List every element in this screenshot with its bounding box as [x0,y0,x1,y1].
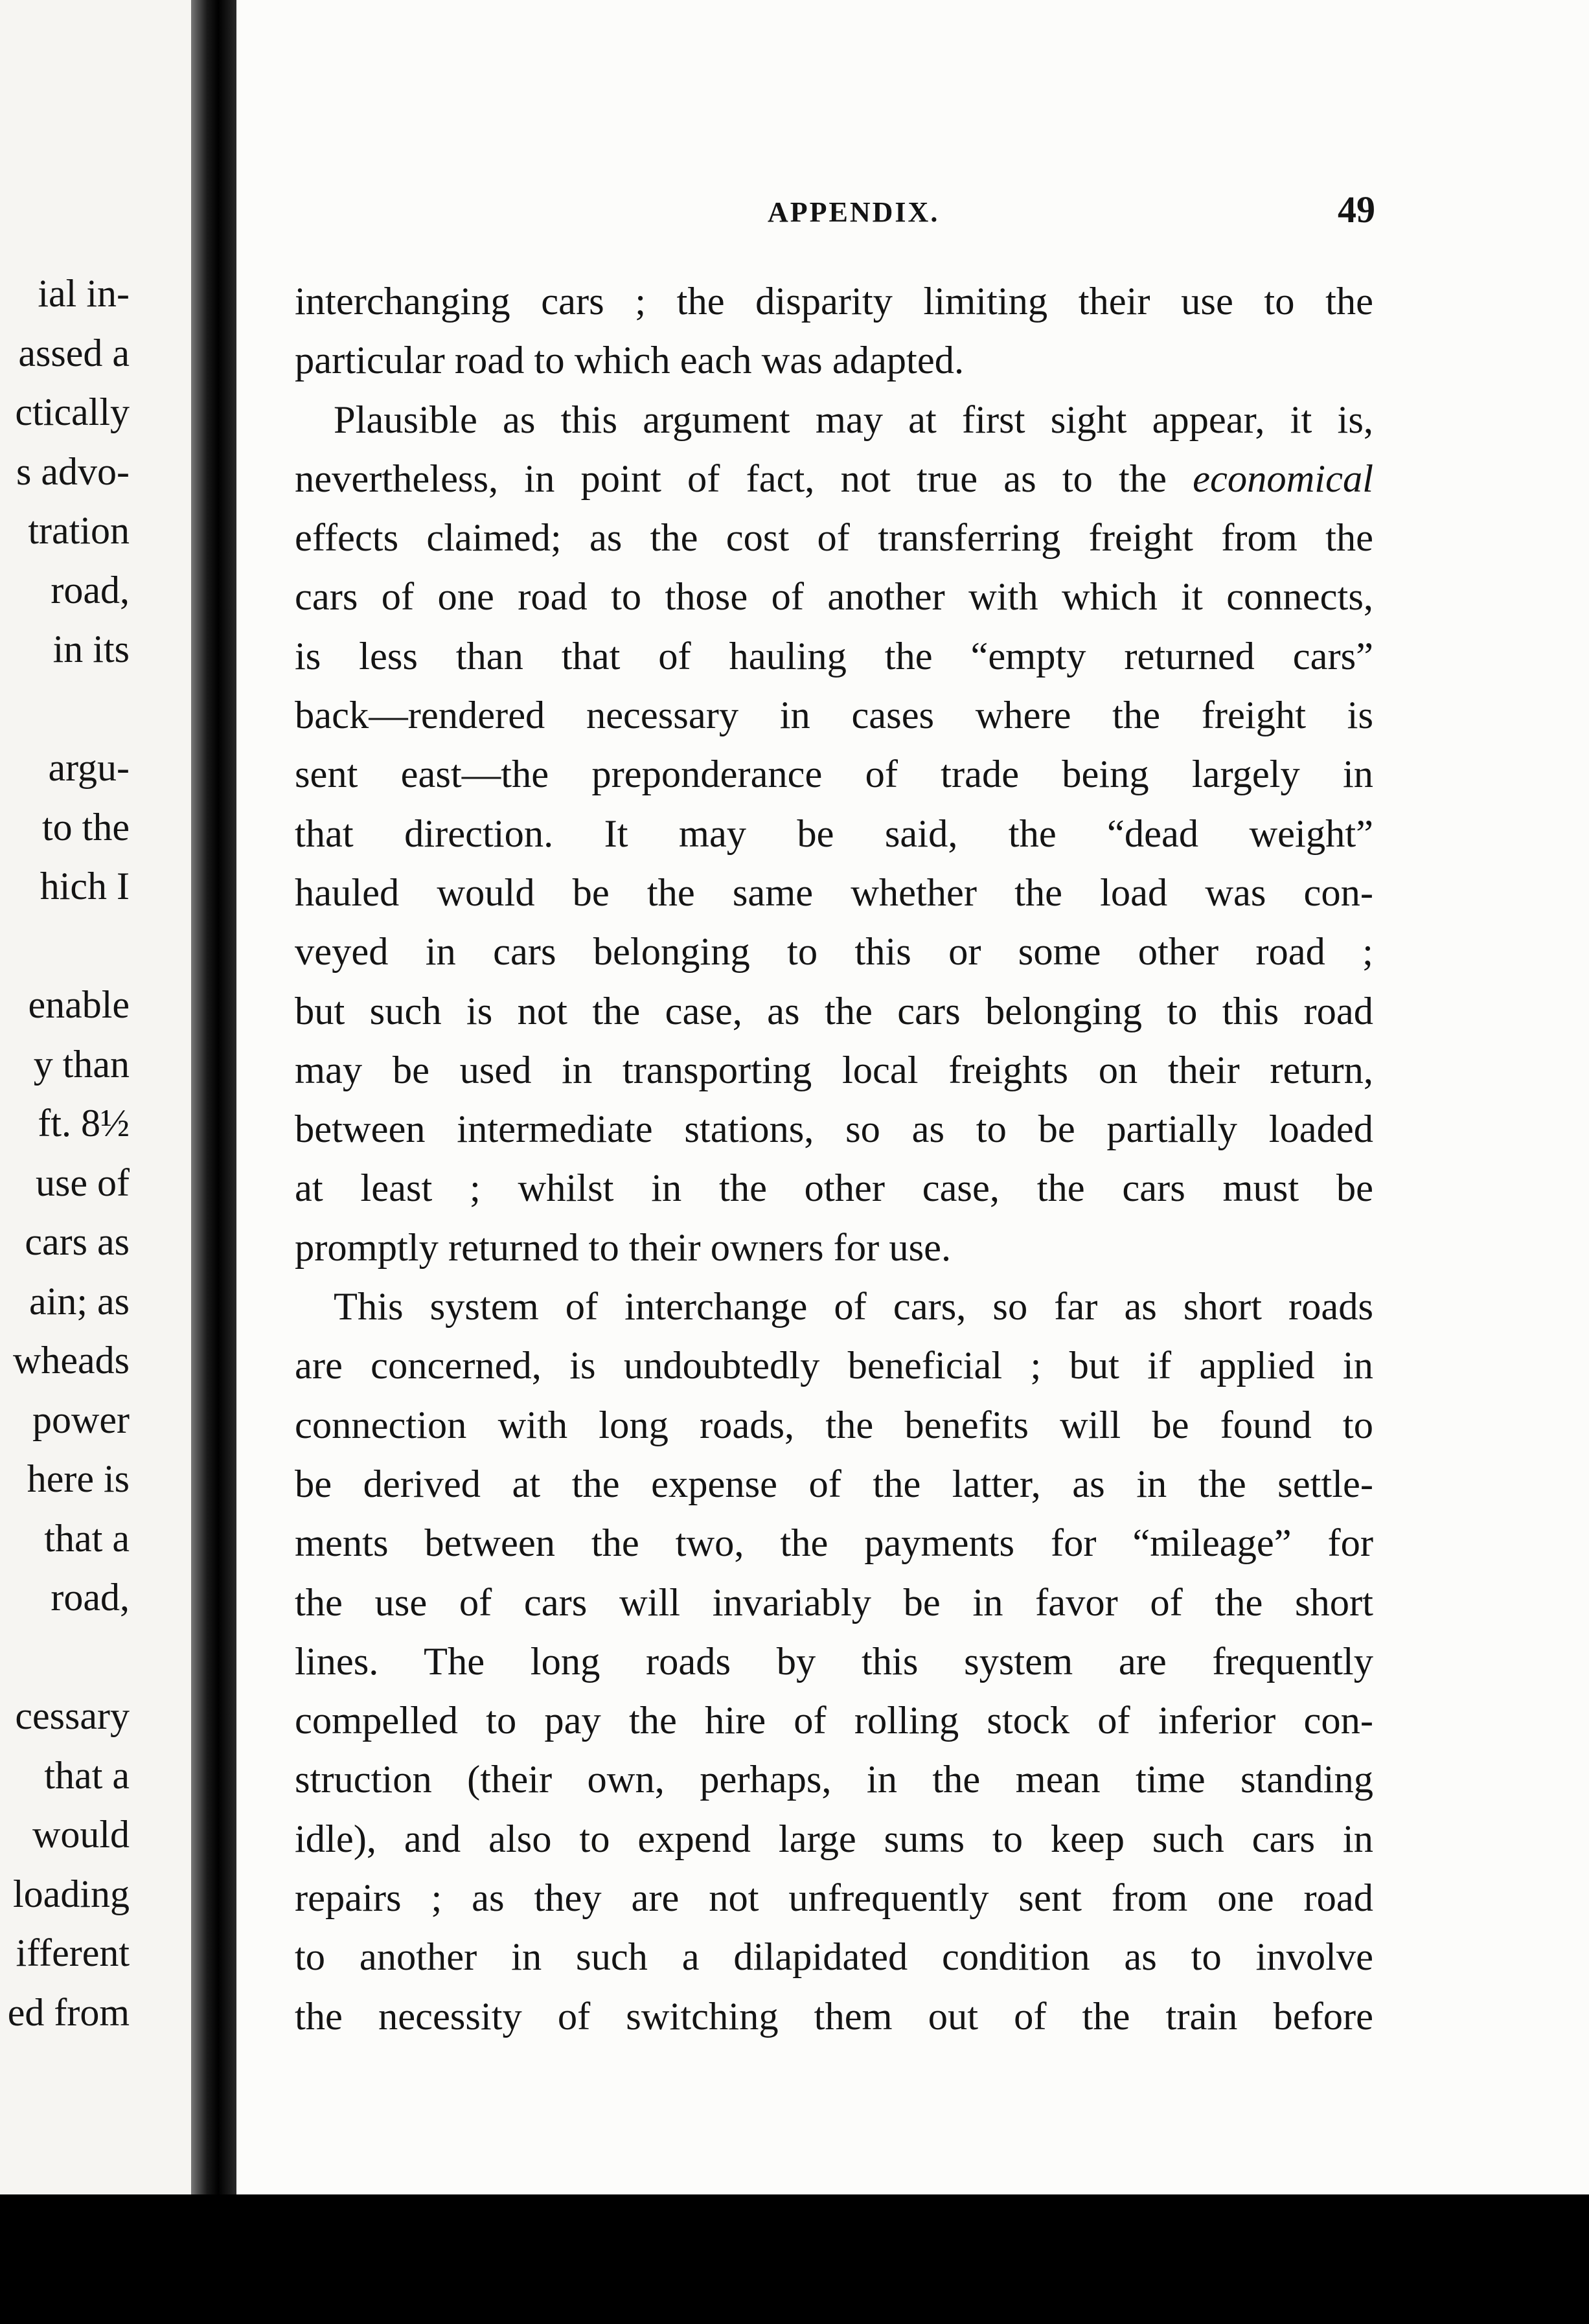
text-line [295,1218,1373,1277]
text-line [295,686,1373,745]
text-line-content: nevertheless, in point of fact, not true as to the [295,457,1167,501]
previous-page-fragment: y than [33,1042,130,1086]
text-line-content: sent east—the preponderance of trade being largely in [295,753,1373,797]
previous-page-fragment: cessary [15,1694,130,1737]
previous-page-fragment: argu- [48,746,130,789]
previous-page-fragment: assed a [18,331,130,374]
text-line [295,863,1373,922]
previous-page-fragment: here is [27,1457,130,1500]
text-line-content: between intermediate stations, so as to be partially loaded [295,1108,1373,1152]
text-line [295,1100,1373,1159]
text-line [295,331,1373,390]
text-line-content: connection with long roads, the benefits will be found to [295,1403,1373,1447]
previous-page-fragment: would [32,1813,130,1856]
text-line [295,567,1373,626]
previous-page-fragment: cars as [25,1220,130,1263]
text-line [295,1987,1373,2046]
previous-page-fragment: loading [13,1872,130,1915]
text-line [295,1573,1373,1632]
text-line [295,1277,1373,1336]
previous-page-fragment: wheads [13,1339,130,1382]
text-line-content: back—rendered necessary in cases where the freight is [295,694,1373,738]
text-line [295,982,1373,1041]
text-line-content: but such is not the case, as the cars belonging to this road [295,989,1373,1033]
previous-page-fragment: s advo- [16,450,130,493]
previous-page-text-fragments [0,264,130,2042]
previous-page-fragment: enable [28,983,130,1026]
text-line [295,1396,1373,1455]
previous-page-fragment: road, [51,1576,130,1619]
previous-page-fragment [0,917,130,976]
text-line [295,272,1373,331]
text-line-content: be derived at the expense of the latter, as in the settle- [295,1462,1373,1506]
text-line [295,1455,1373,1514]
text-line-content: particular road to which each was adapted. [295,339,965,383]
text-line [295,1750,1373,1809]
text-line-content: at least ; whilst in the other case, the cars must be [295,1167,1373,1211]
previous-page-fragment: tration [28,509,130,552]
previous-page-fragment: hich I [40,865,130,907]
text-line [295,1159,1373,1218]
text-line [295,1514,1373,1573]
text-line [295,508,1373,567]
current-page [236,0,1589,2194]
text-line-content: compelled to pay the hire of rolling stock of inferior con- [295,1699,1373,1743]
text-line-content: hauled would be the same whether the load was con- [295,871,1373,915]
italic-word: economical [1193,457,1374,501]
text-line-content: Plausible as this argument may at first sight appear, it is, [334,398,1373,442]
previous-page-fragment: ain; as [29,1279,130,1323]
text-line [295,391,1373,450]
text-line-content: idle), and also to expend large sums to keep such cars in [295,1817,1373,1861]
text-line [295,627,1373,686]
text-line-content: veyed in cars belonging to this or some other road ; [295,930,1373,974]
previous-page-fragment: road, [51,568,130,611]
text-line-content: may be used in transporting local freights on their return, [295,1048,1373,1092]
previous-page-fragment: to the [42,805,130,849]
book-gutter [191,0,236,2324]
previous-page-fragment: ial in- [38,272,130,315]
previous-page-fragment: in its [52,628,130,670]
text-line-content: repairs ; as they are not unfrequently sent from one road [295,1876,1373,1920]
text-line [295,1691,1373,1750]
text-line [295,1869,1373,1928]
text-line-content: This system of interchange of cars, so far as short roads [334,1285,1373,1329]
text-line-content: cars of one road to those of another with which it connects, [295,575,1373,619]
running-head: APPENDIX. [768,196,940,228]
previous-page-fragment: that a [44,1516,130,1560]
text-line-content: the necessity of switching them out of the train before [295,1994,1373,2038]
text-line [295,804,1373,863]
text-line-content: struction (their own, perhaps, in the mean time standing [295,1758,1373,1802]
previous-page-fragment: power [32,1398,130,1441]
text-line-content: is less than that of hauling the “empty returned cars” [295,634,1373,678]
previous-page-fragment: that a [44,1753,130,1797]
previous-page-fragment: ft. 8½ [38,1102,130,1145]
scan-border-bottom [0,2194,1589,2324]
text-line-content: that direction. It may be said, the “dead weight” [295,812,1373,856]
text-line-content: are concerned, is undoubtedly beneficial ; but if applied in [295,1344,1373,1388]
text-line [295,745,1373,804]
body-text [295,272,1373,2046]
text-line [295,1041,1373,1100]
previous-page-fragment [0,1628,130,1687]
text-line [295,1632,1373,1691]
text-line-content: effects claimed; as the cost of transferring freight from the [295,516,1373,560]
previous-page-fragment: ifferent [16,1931,130,1974]
text-line [295,1928,1373,1987]
text-line-content: interchanging cars ; the disparity limiting their use to the [295,280,1373,323]
previous-page-fragment: use of [36,1161,130,1204]
text-line-content: lines. The long roads by this system are frequently [295,1639,1373,1683]
previous-page-fragment: ctically [15,391,130,433]
text-line-content: the use of cars will invariably be in favor of the short [295,1580,1373,1624]
text-line [295,922,1373,981]
text-line [295,1810,1373,1869]
text-line-content: ments between the two, the payments for “mileage” for [295,1521,1373,1566]
text-line-content: to another in such a dilapidated condition as to involve [295,1935,1373,1979]
previous-page-edge [0,0,191,2324]
previous-page-fragment: ed from [7,1990,130,2034]
text-line [295,1336,1373,1395]
text-line-content: promptly returned to their owners for use. [295,1225,952,1270]
previous-page-fragment [0,679,130,739]
page-number: 49 [1338,188,1375,231]
text-line [295,450,1373,508]
